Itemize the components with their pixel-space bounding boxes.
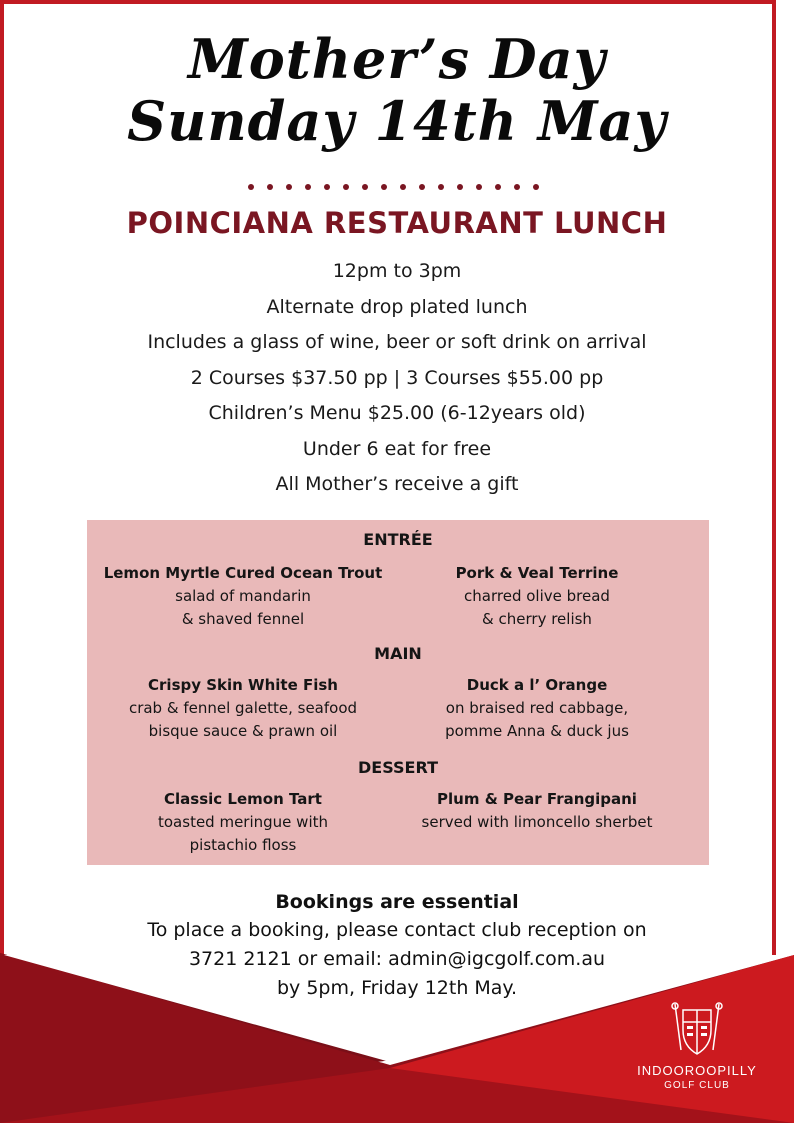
main-right-dish [387,674,687,743]
club-name: INDOOROOPILLY [637,1063,757,1078]
dessert-right-dish [387,788,687,834]
info-drink: Includes a glass of wine, beer or soft drink on arrival [147,331,647,353]
info-under-six: Under 6 eat for free [302,437,492,460]
info-time: 12pm to 3pm [332,260,462,282]
dish-name: Lemon Myrtle Cured Ocean Trout [103,564,383,582]
menu-box [87,520,709,865]
booking-heading: Bookings are essential [275,891,519,913]
event-info [0,254,794,503]
info-children: Children’s Menu $25.00 (6-12years old) [208,402,586,424]
dish-desc: bisque sauce & prawn oil [148,722,338,740]
dessert-heading: DESSERT [358,758,438,777]
title-line-1: Mother’s Day [188,27,606,91]
booking-contact: 3721 2121 or email: admin@igcgolf.com.au [188,948,606,970]
club-subtitle: GOLF CLUB [664,1080,730,1091]
dish-desc: on braised red cabbage, [445,699,629,717]
golf-club-crest-icon [667,1000,727,1058]
dish-desc: toasted meringue with [158,813,328,831]
club-logo [632,1000,762,1110]
dish-desc: pistachio floss [189,836,297,854]
page-title [0,28,794,152]
entree-right-dish [387,562,687,631]
booking-line: To place a booking, please contact club reception on [147,919,647,941]
entree-left-dish [87,562,399,631]
main-left-dish [87,674,399,743]
info-gift: All Mother’s receive a gift [275,473,519,495]
main-heading: MAIN [374,644,422,663]
dish-desc: & cherry relish [482,610,592,628]
dish-name: Classic Lemon Tart [164,790,322,808]
restaurant-title: POINCIANA RESTAURANT LUNCH [126,206,668,240]
booking-info [0,888,794,1003]
dish-name: Plum & Pear Frangipani [437,790,637,808]
booking-deadline: by 5pm, Friday 12th May. [276,977,518,999]
entree-heading: ENTRÉE [363,530,433,549]
dessert-left-dish [87,788,399,857]
dish-desc: served with limoncello sherbet [421,813,653,831]
dotted-divider [246,182,548,192]
dish-name: Pork & Veal Terrine [455,564,619,582]
dish-name: Duck a l’ Orange [466,676,608,694]
info-prices: 2 Courses $37.50 pp | 3 Courses $55.00 pp [190,366,604,389]
dish-desc: salad of mandarin [175,587,311,605]
dish-desc: & shaved fennel [181,610,305,628]
dish-desc: charred olive bread [464,587,610,605]
dish-desc: crab & fennel galette, seafood [128,699,358,717]
info-service: Alternate drop plated lunch [266,295,528,318]
dish-name: Crispy Skin White Fish [148,676,338,694]
title-line-2: Sunday 14th May [127,89,667,153]
dish-desc: pomme Anna & duck jus [445,722,629,740]
